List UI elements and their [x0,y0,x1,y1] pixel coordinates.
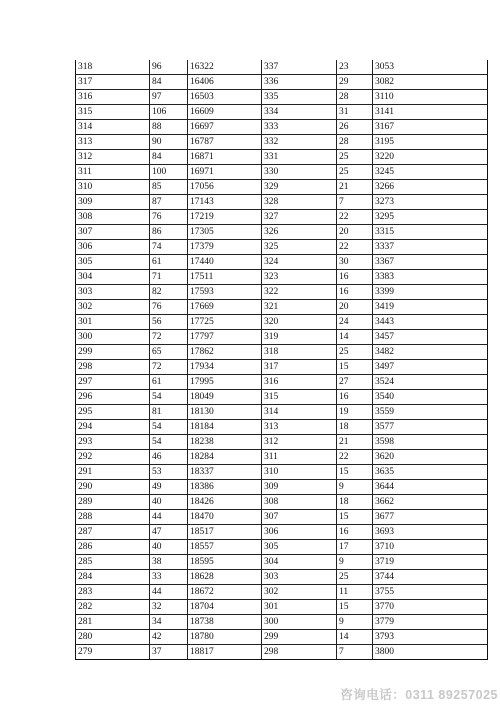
table-cell: 295 [76,405,150,420]
table-cell: 22 [337,450,373,465]
table-cell: 20 [337,300,373,315]
table-cell: 3245 [373,165,488,180]
table-cell: 318 [76,60,150,75]
table-cell: 302 [76,300,150,315]
table-cell: 311 [76,165,150,180]
table-cell: 3779 [373,615,488,630]
table-row [76,255,488,270]
table-cell: 90 [150,135,188,150]
table-cell: 7 [337,645,373,660]
table-cell: 303 [262,570,337,585]
table-cell: 18738 [188,615,262,630]
table-cell: 24 [337,315,373,330]
table-cell: 18557 [188,540,262,555]
table-cell: 16871 [188,150,262,165]
table-cell: 3540 [373,390,488,405]
table-cell: 17219 [188,210,262,225]
table-row [76,540,488,555]
table-cell: 18184 [188,420,262,435]
table-cell: 40 [150,495,188,510]
table-cell: 327 [262,210,337,225]
table-cell: 3220 [373,150,488,165]
table-cell: 3644 [373,480,488,495]
table-cell: 3273 [373,195,488,210]
table-cell: 321 [262,300,337,315]
table-cell: 312 [262,435,337,450]
table-cell: 44 [150,510,188,525]
table-cell: 3744 [373,570,488,585]
table-cell: 3559 [373,405,488,420]
table-cell: 54 [150,390,188,405]
table-cell: 18628 [188,570,262,585]
table-cell: 72 [150,360,188,375]
table-cell: 18386 [188,480,262,495]
table-cell: 53 [150,465,188,480]
table-cell: 317 [76,75,150,90]
table-row [76,240,488,255]
table-row [76,555,488,570]
table-cell: 336 [262,75,337,90]
table-cell: 17 [337,540,373,555]
table-cell: 3383 [373,270,488,285]
table-cell: 289 [76,495,150,510]
table-cell: 280 [76,630,150,645]
table-cell: 301 [76,315,150,330]
table-cell: 3295 [373,210,488,225]
table-cell: 315 [262,390,337,405]
table-cell: 82 [150,285,188,300]
table-cell: 65 [150,345,188,360]
table-cell: 329 [262,180,337,195]
table-cell: 29 [337,75,373,90]
table-cell: 284 [76,570,150,585]
table-cell: 334 [262,105,337,120]
table-cell: 54 [150,435,188,450]
table-cell: 314 [262,405,337,420]
table-row [76,75,488,90]
table-cell: 23 [337,60,373,75]
table-cell: 3110 [373,90,488,105]
table-row [76,570,488,585]
table-cell: 25 [337,570,373,585]
table-cell: 286 [76,540,150,555]
table-cell: 291 [76,465,150,480]
table-cell: 3620 [373,450,488,465]
table-cell: 97 [150,90,188,105]
table-cell: 18284 [188,450,262,465]
table-cell: 18238 [188,435,262,450]
table-row [76,345,488,360]
table-cell: 287 [76,525,150,540]
table-row [76,120,488,135]
table-cell: 307 [262,510,337,525]
table-cell: 25 [337,150,373,165]
table-row [76,480,488,495]
table-cell: 16503 [188,90,262,105]
table-cell: 56 [150,315,188,330]
table-cell: 328 [262,195,337,210]
table-cell: 335 [262,90,337,105]
table-cell: 25 [337,345,373,360]
table-cell: 18049 [188,390,262,405]
table-cell: 3770 [373,600,488,615]
table-cell: 318 [262,345,337,360]
table-row [76,510,488,525]
table-cell: 9 [337,480,373,495]
table-cell: 317 [262,360,337,375]
table-cell: 96 [150,60,188,75]
table-cell: 3800 [373,645,488,660]
table-cell: 26 [337,120,373,135]
table-cell: 3793 [373,630,488,645]
table-row [76,210,488,225]
table-row [76,585,488,600]
table-row [76,360,488,375]
table-row [76,90,488,105]
table-cell: 3195 [373,135,488,150]
table-cell: 314 [76,120,150,135]
table-cell: 17862 [188,345,262,360]
table-cell: 18 [337,420,373,435]
table-cell: 300 [262,615,337,630]
table-cell: 308 [262,495,337,510]
table-cell: 281 [76,615,150,630]
table-cell: 61 [150,255,188,270]
table-cell: 296 [76,390,150,405]
table-cell: 16787 [188,135,262,150]
table-cell: 34 [150,615,188,630]
table-row [76,600,488,615]
table-cell: 18595 [188,555,262,570]
table-cell: 330 [262,165,337,180]
table-row [76,390,488,405]
table-cell: 299 [76,345,150,360]
table-row [76,105,488,120]
table-cell: 18780 [188,630,262,645]
score-distribution-table [75,60,488,660]
table-cell: 7 [337,195,373,210]
table-cell: 49 [150,480,188,495]
table-cell: 9 [337,615,373,630]
table-row [76,495,488,510]
table-cell: 325 [262,240,337,255]
table-cell: 3053 [373,60,488,75]
table-cell: 16406 [188,75,262,90]
table-cell: 3266 [373,180,488,195]
table-cell: 307 [76,225,150,240]
table-cell: 17305 [188,225,262,240]
table-row [76,330,488,345]
table-cell: 32 [150,600,188,615]
table-cell: 306 [262,525,337,540]
table-cell: 324 [262,255,337,270]
table-cell: 292 [76,450,150,465]
table-cell: 9 [337,555,373,570]
table-cell: 17440 [188,255,262,270]
table-cell: 15 [337,465,373,480]
table-cell: 14 [337,330,373,345]
table-row [76,315,488,330]
table-cell: 21 [337,435,373,450]
table-cell: 3598 [373,435,488,450]
table-cell: 319 [262,330,337,345]
table-cell: 18704 [188,600,262,615]
table-row [76,300,488,315]
table-cell: 3662 [373,495,488,510]
table-cell: 47 [150,525,188,540]
table-cell: 3167 [373,120,488,135]
table-row [76,225,488,240]
table-row [76,135,488,150]
table-row [76,375,488,390]
table-row [76,450,488,465]
table-cell: 17669 [188,300,262,315]
table-cell: 285 [76,555,150,570]
table-cell: 38 [150,555,188,570]
table-cell: 22 [337,210,373,225]
table-cell: 298 [262,645,337,660]
table-cell: 294 [76,420,150,435]
table-cell: 19 [337,405,373,420]
table-cell: 106 [150,105,188,120]
table-cell: 21 [337,180,373,195]
table-cell: 332 [262,135,337,150]
table-cell: 293 [76,435,150,450]
table-cell: 44 [150,585,188,600]
table-cell: 3524 [373,375,488,390]
table-cell: 3635 [373,465,488,480]
table-cell: 16697 [188,120,262,135]
table-row [76,180,488,195]
table-row [76,405,488,420]
table-cell: 17593 [188,285,262,300]
table-cell: 302 [262,585,337,600]
table-cell: 25 [337,165,373,180]
table-cell: 3719 [373,555,488,570]
table-cell: 313 [76,135,150,150]
table-cell: 297 [76,375,150,390]
table-cell: 279 [76,645,150,660]
table-row [76,465,488,480]
table-cell: 30 [337,255,373,270]
table-cell: 316 [76,90,150,105]
table-cell: 3497 [373,360,488,375]
table-cell: 16 [337,525,373,540]
table-cell: 40 [150,540,188,555]
table-cell: 326 [262,225,337,240]
table-cell: 3577 [373,420,488,435]
table-cell: 282 [76,600,150,615]
table-cell: 100 [150,165,188,180]
table-cell: 283 [76,585,150,600]
table-cell: 88 [150,120,188,135]
table-cell: 16609 [188,105,262,120]
table-cell: 17995 [188,375,262,390]
table-cell: 3399 [373,285,488,300]
table-cell: 18 [337,495,373,510]
table-row [76,645,488,660]
table-cell: 3443 [373,315,488,330]
table-cell: 16 [337,285,373,300]
table-cell: 11 [337,585,373,600]
table-cell: 17379 [188,240,262,255]
table-cell: 85 [150,180,188,195]
table-cell: 333 [262,120,337,135]
table-row [76,60,488,75]
table-cell: 316 [262,375,337,390]
table-cell: 331 [262,150,337,165]
table-cell: 3367 [373,255,488,270]
table-body [76,60,488,660]
table-cell: 33 [150,570,188,585]
table-cell: 72 [150,330,188,345]
table-cell: 27 [337,375,373,390]
table-cell: 305 [76,255,150,270]
table-cell: 312 [76,150,150,165]
table-cell: 18130 [188,405,262,420]
table-cell: 310 [76,180,150,195]
table-cell: 3419 [373,300,488,315]
table-cell: 3710 [373,540,488,555]
table-cell: 16 [337,270,373,285]
table-cell: 3482 [373,345,488,360]
table-cell: 87 [150,195,188,210]
table-cell: 310 [262,465,337,480]
table-row [76,150,488,165]
table-cell: 61 [150,375,188,390]
table-cell: 20 [337,225,373,240]
table-cell: 3677 [373,510,488,525]
table-row [76,435,488,450]
table-cell: 315 [76,105,150,120]
table-cell: 303 [76,285,150,300]
table-cell: 18517 [188,525,262,540]
table-cell: 18470 [188,510,262,525]
table-cell: 300 [76,330,150,345]
table-cell: 76 [150,300,188,315]
table-cell: 76 [150,210,188,225]
table-cell: 17143 [188,195,262,210]
table-cell: 18426 [188,495,262,510]
table-cell: 308 [76,210,150,225]
table-cell: 288 [76,510,150,525]
table-cell: 17797 [188,330,262,345]
table-row [76,615,488,630]
table-cell: 84 [150,75,188,90]
table-cell: 17934 [188,360,262,375]
table-cell: 320 [262,315,337,330]
table-row [76,525,488,540]
table-row [76,165,488,180]
table-cell: 3082 [373,75,488,90]
table-cell: 306 [76,240,150,255]
table-cell: 337 [262,60,337,75]
table-cell: 323 [262,270,337,285]
table-cell: 31 [337,105,373,120]
table-cell: 81 [150,405,188,420]
table-cell: 86 [150,225,188,240]
table-cell: 14 [337,630,373,645]
table-cell: 322 [262,285,337,300]
table-cell: 46 [150,450,188,465]
table-cell: 16 [337,390,373,405]
table-cell: 309 [76,195,150,210]
table-cell: 3315 [373,225,488,240]
contact-phone-watermark: 咨询电话：0311 89257025 [340,688,498,702]
table-cell: 290 [76,480,150,495]
table-cell: 22 [337,240,373,255]
table-cell: 15 [337,510,373,525]
table-cell: 301 [262,600,337,615]
table-cell: 304 [76,270,150,285]
table-cell: 304 [262,555,337,570]
table-cell: 298 [76,360,150,375]
table-cell: 84 [150,150,188,165]
table-cell: 305 [262,540,337,555]
table-cell: 309 [262,480,337,495]
table-cell: 37 [150,645,188,660]
table-cell: 18817 [188,645,262,660]
table-cell: 15 [337,360,373,375]
table-row [76,195,488,210]
table-cell: 3693 [373,525,488,540]
table-cell: 71 [150,270,188,285]
table-cell: 313 [262,420,337,435]
table-cell: 16971 [188,165,262,180]
table-row [76,270,488,285]
table-cell: 311 [262,450,337,465]
table-cell: 3457 [373,330,488,345]
table-cell: 18337 [188,465,262,480]
table-cell: 15 [337,600,373,615]
score-table-wrapper [75,60,487,660]
table-row [76,630,488,645]
table-cell: 299 [262,630,337,645]
table-row [76,420,488,435]
table-cell: 42 [150,630,188,645]
table-row [76,285,488,300]
table-cell: 54 [150,420,188,435]
table-cell: 3337 [373,240,488,255]
table-cell: 17725 [188,315,262,330]
table-cell: 3755 [373,585,488,600]
table-cell: 17056 [188,180,262,195]
table-cell: 74 [150,240,188,255]
table-cell: 17511 [188,270,262,285]
table-cell: 16322 [188,60,262,75]
table-cell: 3141 [373,105,488,120]
table-cell: 18672 [188,585,262,600]
table-cell: 28 [337,90,373,105]
table-cell: 28 [337,135,373,150]
